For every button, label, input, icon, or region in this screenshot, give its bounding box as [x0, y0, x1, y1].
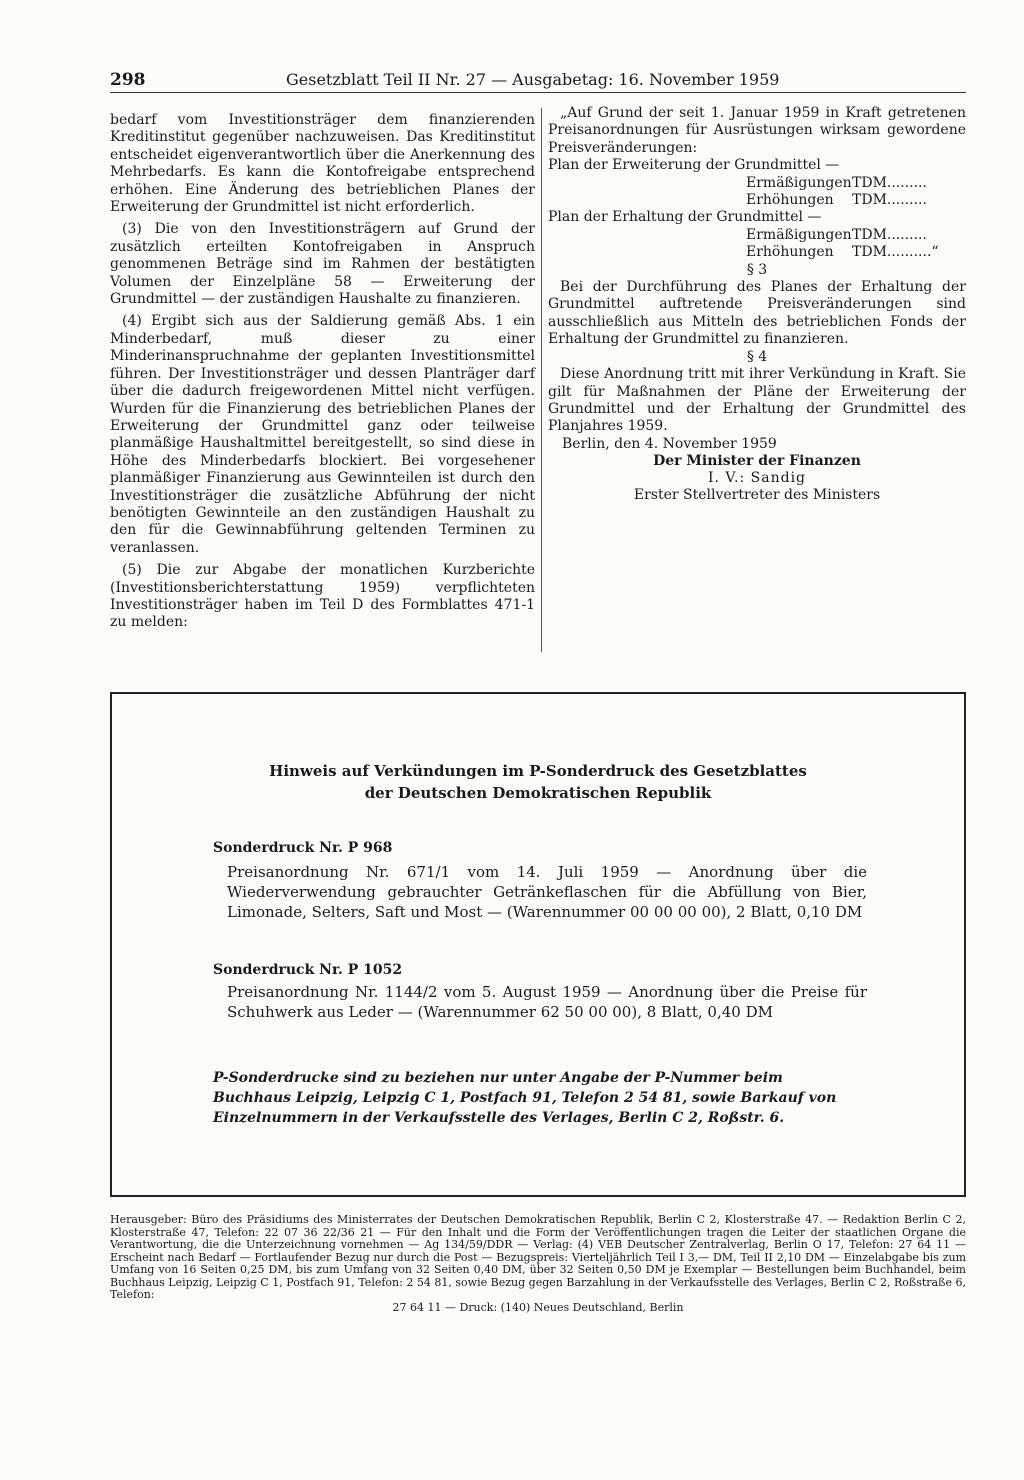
notice-entry-text: Preisanordnung Nr. 1144/2 vom 5. August 1959 — Anordnung über die Preise für Schuhwerk aus Leder — (Warennummer 62 50 00 00), 8 Blatt, 0,40 DM — [227, 983, 867, 1021]
notice-title-line-2: der Deutschen Demokratischen Republik — [364, 784, 712, 802]
imprint-text: Herausgeber: Büro des Präsidiums des Ministerrates der Deutschen Demokratischen Republik, Berlin C 2, Klosterstraße 47. — Redaktion Berlin C 2, Klosterstraße 47, Telefon: 22 07 36 22/36 21 — Für den Inhalt und die Form der Veröffentlichungen tragen die Leiter der staatlichen Organe die Verantwortung, die die Unterzeichnung vornehmen — Ag 134/59/DDR — Verlag: (4) VEB Deutscher Zentralverlag, Berlin O 17, Telefon: 27 64 11 — Erscheint nach Bedarf — Fortlaufender Bezug nur durch die Post — Bezugspreis: Vierteljährlich Teil I 3,— DM, Teil II 2,10 DM — Einzelabgabe bis zum Umfang von 16 Seiten 0,25 DM, bis zum Umfang von 32 Seiten 0,40 DM, über 32 Seiten 0,50 DM je Exemplar — Bestellungen beim Buchhandel, beim Buchhaus Leipzig, Leipzig C 1, Postfach 91, Telefon: 2 54 81, sowie Bezug gegen Barzahlung in der Verkaufsstelle des Verlages, Berlin C 2, Roßstraße 6, Telefon: — [110, 1213, 966, 1301]
plan-row-label: Ermäßigungen — [746, 174, 852, 191]
left-paragraph-5: (5) Die zur Abgabe der monatlichen Kurzberichte (Investitionsberichterstattung 1959) verpflichteten Investitionsträger haben im Teil D des Formblattes 471-1 zu melden: — [110, 562, 535, 631]
plan-row-label: Erhöhungen — [746, 244, 834, 261]
section-3-text: Bei der Durchführung des Planes der Erhaltung der Grundmittel auftretende Preisveränderungen sind ausschließlich aus Mitteln des betrieblichen Fonds der Erhaltung der Grundmittel zu finanzieren. — [548, 279, 966, 348]
left-paragraph-4: (4) Ergibt sich aus der Saldierung gemäß Abs. 1 ein Minderbedarf, muß dieser zu einer Minderinanspruchnahme der geplanten Investitionsmittel führen. Der Investitionsträger und dessen Planträger darf über die dadurch freigewordenen Mittel nicht verfügen. Wurden für die Finanzierung des betrieblichen Planes der Erweiterung der Grundmittel ganz oder teilweise planmäßige Haushaltmittel bereitgestellt, so sind diese in Höhe des Minderbedarfs blockiert. Bei vorgesehener planmäßiger Finanzierung aus Gewinnteilen ist durch den Investitionsträger die zusätzliche Abführung der nicht benötigten Gewinnteile an den zuständigen Haushalt zu den für die Gewinnabführung geltenden Terminen zu veranlassen. — [110, 313, 535, 556]
notice-entry-heading: Sonderdruck Nr. P 1052 — [213, 962, 403, 978]
notice-entry-heading: Sonderdruck Nr. P 968 — [213, 840, 393, 856]
header-title: Gesetzblatt Teil II Nr. 27 — Ausgabetag: 16. November 1959 — [286, 70, 780, 89]
signature-office: Der Minister der Finanzen — [653, 453, 861, 470]
notice-box — [110, 692, 966, 1197]
plan-2-row — [548, 244, 966, 261]
plan-2-row — [548, 227, 966, 244]
left-paragraph-1: bedarf vom Investitionsträger dem finanzierenden Kreditinstitut gegenüber nachzuweisen. Das Kreditinstitut entscheidet eigenverantwortlich über die Anerkennung des Mehrbedarfs. Es kann die Kontofreigabe entsprechend erhöhen. Eine Änderung des betrieblichen Planes der Erweiterung der Grundmittel ist nicht erforderlich. — [110, 112, 535, 216]
plan-1-title: Plan der Erweiterung der Grundmittel — — [548, 157, 840, 174]
section-4-heading: § 4 — [746, 348, 768, 365]
quote-intro: „Auf Grund der seit 1. Januar 1959 in Kraft getretenen Preisanordnungen für Ausrüstungen wirksam gewordene Preisveränderungen: — [548, 105, 966, 156]
imprint-last-line: 27 64 11 — Druck: (140) Neues Deutschland, Berlin — [392, 1300, 684, 1314]
left-paragraph-3: (3) Die von den Investitionsträgern auf Grund der zusätzlich erteilten Kontofreigaben in Anspruch genommenen Beträge sind im Rahmen der bestätigten Volumen der Einzelpläne 58 — Erweiterung der Grundmittel — der zuständigen Haushalte zu finanzieren. — [110, 221, 535, 308]
plan-row-unit: TDM......... — [852, 226, 927, 243]
signature-name: I. V.: Sandig — [707, 470, 807, 487]
signature-role: Erster Stellvertreter des Ministers — [633, 487, 881, 504]
left-column — [110, 112, 535, 632]
plan-row-unit: TDM......... — [852, 192, 927, 209]
notice-title — [112, 760, 964, 804]
section-4-text: Diese Anordnung tritt mit ihrer Verkündung in Kraft. Sie gilt für Maßnahmen der Pläne der Erweiterung der Grundmittel und der Erhaltung der Grundmittel des Planjahres 1959. — [548, 366, 966, 435]
column-divider — [541, 108, 542, 652]
plan-1-row — [548, 192, 966, 209]
plan-1-row — [548, 175, 966, 192]
imprint — [110, 1214, 966, 1314]
page-header — [110, 70, 966, 93]
place-date: Berlin, den 4. November 1959 — [562, 435, 777, 452]
plan-row-label: Erhöhungen — [746, 192, 834, 209]
notice-footer: P-Sonderdrucke sind zu beziehen nur unter Angabe der P-Nummer beim Buchhaus Leipzig, Leipzig C 1, Postfach 91, Telefon 2 54 81, sowie Barkauf von Einzelnummern in der Verkaufsstelle des Verlages, Berlin C 2, Roßstr. 6. — [213, 1070, 837, 1126]
page-number: 298 — [110, 70, 146, 90]
notice-title-line-1: Hinweis auf Verkündungen im P-Sonderdruck des Gesetzblattes — [269, 762, 807, 780]
plan-row-unit: TDM..........“ — [852, 244, 939, 261]
right-column — [548, 105, 966, 504]
plan-row-unit: TDM......... — [852, 174, 927, 191]
plan-2-title: Plan der Erhaltung der Grundmittel — — [548, 209, 822, 226]
plan-row-label: Ermäßigungen — [746, 226, 852, 243]
section-3-heading: § 3 — [746, 261, 768, 278]
notice-entry-text: Preisanordnung Nr. 671/1 vom 14. Juli 1959 — Anordnung über die Wiederverwendung gebrauchter Getränkeflaschen für die Abfüllung von Bier, Limonade, Selters, Saft und Most — (Warennummer 00 00 00 00), 2 Blatt, 0,10 DM — [227, 863, 867, 921]
